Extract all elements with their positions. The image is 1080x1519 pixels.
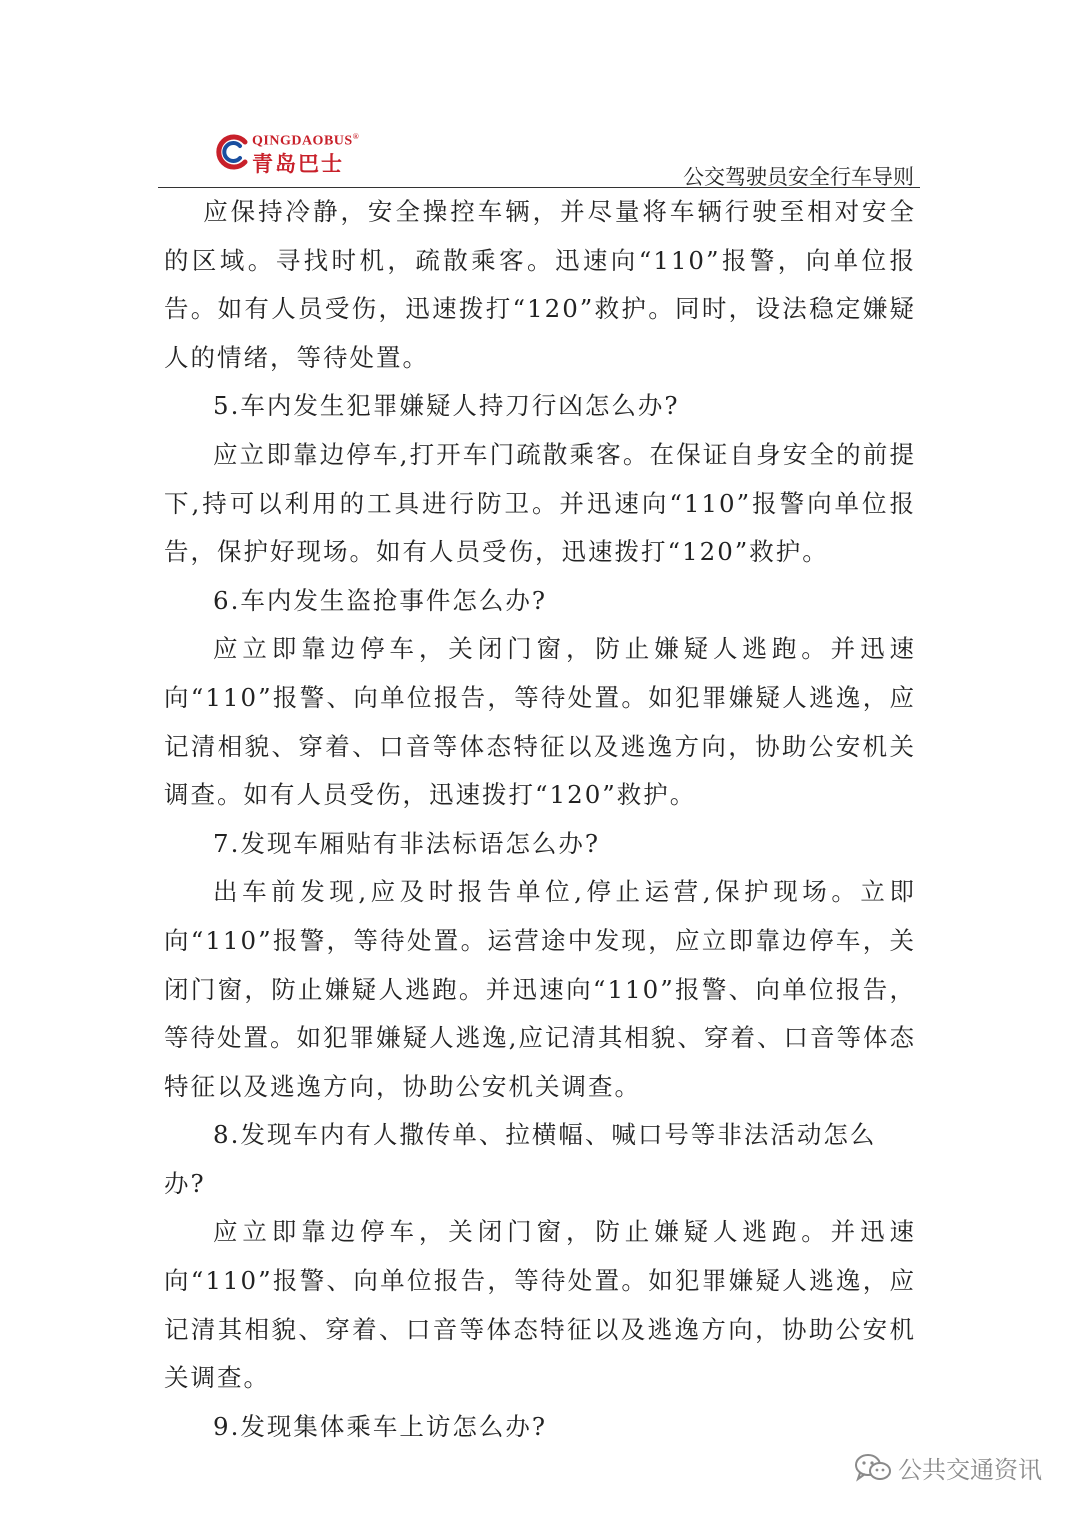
logo-chinese-text: 青岛巴士 <box>252 152 344 176</box>
answer-8: 应立即靠边停车，关闭门窗，防止嫌疑人逃跑。并迅速向“110”报警、向单位报告，等待处置。如犯罪嫌疑人逃逸，应记清其相貌、穿着、口音等体态特征以及逃逸方向，协助公安机关调查。 <box>164 1217 916 1393</box>
question-7: 7.发现车厢贴有非法标语怎么办? <box>213 828 601 858</box>
document-title: 公交驾驶员安全行车导则 <box>683 165 914 189</box>
question-6: 6.车内发生盗抢事件怎么办? <box>213 585 548 615</box>
wechat-icon <box>854 1453 892 1483</box>
brand-logo <box>212 128 392 176</box>
question-5: 5.车内发生犯罪嫌疑人持刀行凶怎么办? <box>213 391 680 421</box>
qingdaobus-logo-icon <box>212 132 252 172</box>
document-body <box>164 188 916 1451</box>
question-9: 9.发现集体乘车上访怎么办? <box>213 1411 548 1441</box>
watermark-text: 公共交通资讯 <box>898 1456 1042 1484</box>
question-8: 8.发现车内有人撒传单、拉横幅、喊口号等非法活动怎么办? <box>164 1120 877 1198</box>
answer-5: 应立即靠边停车,打开车门疏散乘客。在保证自身安全的前提下,持可以利用的工具进行防卫。并迅速向“110”报警向单位报告，保护好现场。如有人员受伤，迅速拨打“120”救护。 <box>164 439 916 567</box>
logo-english-text: QINGDAOBUS® <box>252 132 360 149</box>
answer-6: 应立即靠边停车，关闭门窗，防止嫌疑人逃跑。并迅速向“110”报警、向单位报告，等待处置。如犯罪嫌疑人逃逸，应记清相貌、穿着、口音等体态特征以及逃逸方向，协助公安机关调查。如有人员受伤，迅速拨打“120”救护。 <box>164 634 916 810</box>
source-watermark <box>854 1450 1042 1485</box>
answer-7: 出车前发现,应及时报告单位,停止运营,保护现场。立即向“110”报警，等待处置。运营途中发现，应立即靠边停车，关闭门窗，防止嫌疑人逃跑。并迅速向“110”报警、向单位报告，等待处置。如犯罪嫌疑人逃逸,应记清其相貌、穿着、口音等体态特征以及逃逸方向，协助公安机关调查。 <box>164 877 916 1101</box>
paragraph-continued: 应保持冷静，安全操控车辆，并尽量将车辆行驶至相对安全的区域。寻找时机，疏散乘客。迅速向“110”报警，向单位报告。如有人员受伤，迅速拨打“120”救护。同时，设法稳定嫌疑人的情绪，等待处置。 <box>164 197 916 372</box>
